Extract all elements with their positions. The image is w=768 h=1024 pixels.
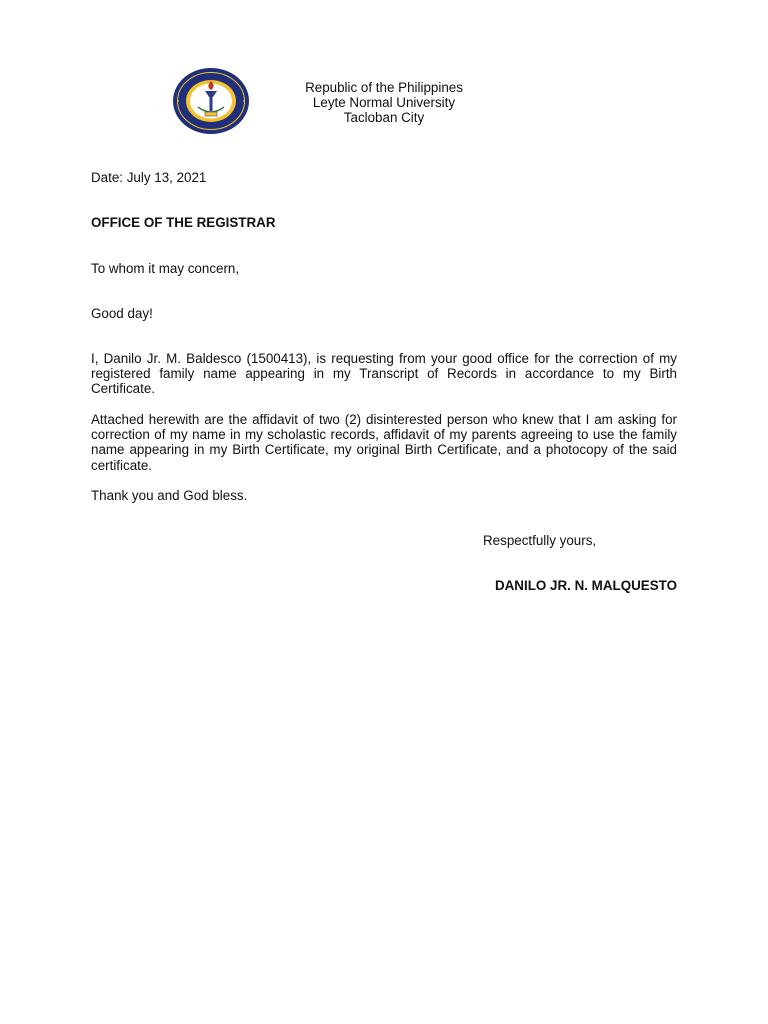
letterhead-city: Tacloban City [343,110,425,125]
letterhead [284,80,484,125]
letter-paragraph-request: I, Danilo Jr. M. Baldesco (1500413), is requesting from your good office for the correction of my registered family name appearing in my Transcript of Records in accordance to my Birth Certificate. [91,351,677,397]
letter-paragraph-attachments: Attached herewith are the affidavit of two (2) disinterested person who knew that I am asking for correction of my name in my scholastic records, affidavit of my parents agreeing to use the family name appearing in my Birth Certificate, my original Birth Certificate, and a photocopy of the said certificate. [91,412,677,473]
university-seal-icon [172,67,250,135]
letter-recipient-office: OFFICE OF THE REGISTRAR [91,215,276,230]
letter-thanks: Thank you and God bless. [91,488,248,503]
letter-date: Date: July 13, 2021 [91,170,207,185]
letter-salutation: To whom it may concern, [91,261,240,276]
letterhead-republic: Republic of the Philippines [305,80,463,95]
letterhead-university: Leyte Normal University [312,95,456,110]
letter-signatory: DANILO JR. N. MALQUESTO [494,578,677,593]
letter-greeting: Good day! [91,306,153,321]
letter-closing: Respectfully yours, [483,533,597,548]
